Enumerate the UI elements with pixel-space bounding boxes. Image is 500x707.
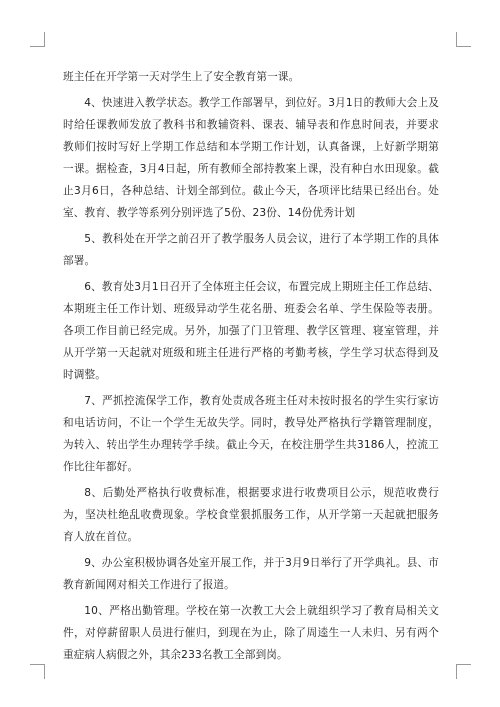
paragraph-5: 5、教科处在开学之前召开了教学服务人员会议，进行了本学期工作的具体部署。 — [63, 233, 439, 267]
paragraph-7: 7、严抓控流保学工作，教育处责成各班主任对未按时报名的学生实行家访和电话访问，不让一个学生无故失学。同时，教导处严格执行学籍管理制度，为转入、转出学生办理转学手续。截止今天，在校注册学生共3186人，控流工作比往年都好。 — [63, 395, 439, 473]
crop-mark-bottom-right — [456, 664, 471, 679]
paragraph-8: 8、后勤处严格执行收费标准，根据要求进行收费项目公示，规范收费行为，坚决杜绝乱收费现象。学校食堂狠抓服务工作，从开学第一天起就把服务育人放在首位。 — [63, 487, 439, 543]
crop-mark-top-left — [30, 32, 45, 47]
paragraph-10: 10、严格出勤管理。学校在第一次教工大会上就组织学习了教育局相关文件，对停薪留职人员进行催归，到现在为止，除了周逵生一人未归、另有两个重症病人病假之外，其余233名教工全部到岗。 — [63, 605, 439, 661]
crop-mark-top-right — [456, 32, 471, 47]
document-body — [63, 66, 439, 670]
paragraph-continuation: 班主任在开学第一天对学生上了安全教育第一课。 — [63, 71, 300, 83]
crop-mark-bottom-left — [30, 664, 45, 679]
paragraph-9: 9、办公室积极协调各处室开展工作，并于3月9日举行了开学典礼。县、市教育新闻网对相关工作进行了报道。 — [63, 557, 439, 591]
paragraph-4: 4、快速进入教学状态。教学工作部署早，到位好。3月1日的教师大会上及时给任课教师发放了教科书和教辅资料、课表、辅导表和作息时间表，并要求教师们按时写好上学期工作总结和本学期工作计划，认真备课，上好新学期第一课。据检查，3月4日起，所有教师全部持教案上课，没有种白水田现象。截止3月6日，各种总结、计划全部到位。截止今天，各项评比结果已经出台。处室、教育、教学等系列分别评选了5份、23份、14份优秀计划 — [63, 97, 439, 219]
paragraph-6: 6、教育处3月1日召开了全体班主任会议，布置完成上期班主任工作总结、本期班主任工作计划、班级异动学生花名册、班委会名单、学生保险等表册。各项工作目前已经完成。另外，加强了门卫管理、教学区管理、寝室管理，并从开学第一天起就对班级和班主任进行严格的考勤考核，学生学习状态得到及时调整。 — [63, 281, 439, 381]
